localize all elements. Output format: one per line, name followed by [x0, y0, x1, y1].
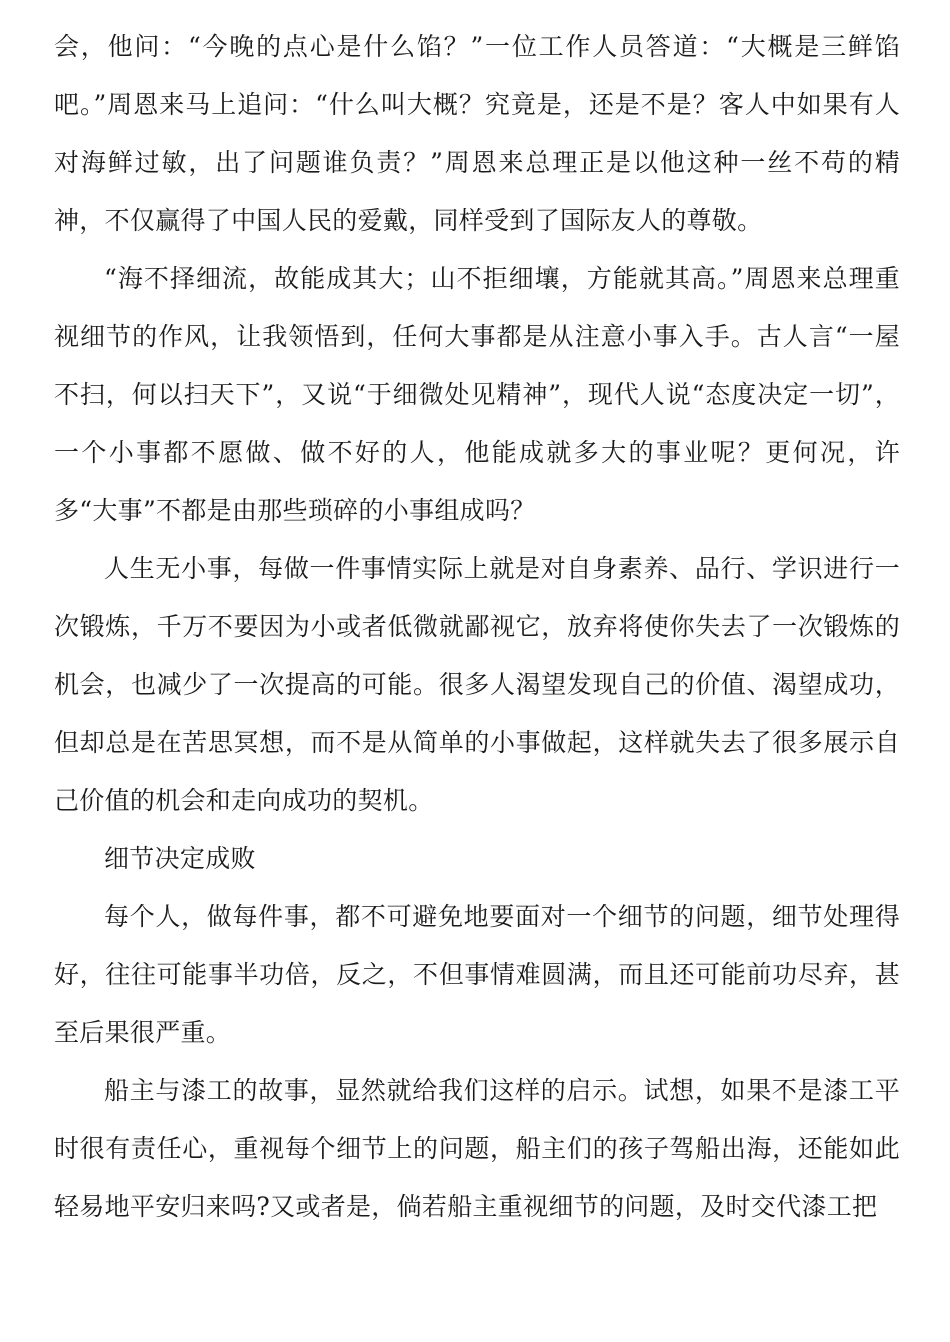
paragraph-1: 会，他问：“今晚的点心是什么馅？”一位工作人员答道：“大概是三鲜馅吧。”周恩来马上追问：“什么叫大概？究竟是，还是不是？客人中如果有人对海鲜过敏，出了问题谁负责？”周恩来总理正是以他这种一丝不苟的精神，不仅赢得了中国人民的爱戴，同样受到了国际友人的尊敬。 — [54, 32, 900, 235]
document-page — [54, 18, 900, 1236]
section-heading: 细节决定成败 — [104, 844, 256, 873]
paragraph-4: 每个人，做每件事，都不可避免地要面对一个细节的问题，细节处理得好，往往可能事半功倍，反之，不但事情难圆满，而且还可能前功尽弃，甚至后果很严重。 — [54, 902, 900, 1047]
paragraph-5: 船主与漆工的故事，显然就给我们这样的启示。试想，如果不是漆工平时很有责任心，重视每个细节上的问题，船主们的孩子驾船出海，还能如此轻易地平安归来吗?又或者是，倘若船主重视细节的问题，及时交代漆工把 — [54, 1076, 900, 1221]
paragraph-2: “海不择细流，故能成其大；山不拒细壤，方能就其高。”周恩来总理重视细节的作风，让我领悟到，任何大事都是从注意小事入手。古人言“一屋不扫，何以扫天下”，又说“于细微处见精神”，现代人说“态度决定一切”，一个小事都不愿做、做不好的人，他能成就多大的事业呢？更何况，许多“大事”不都是由那些琐碎的小事组成吗？ — [54, 264, 900, 525]
paragraph-3: 人生无小事，每做一件事情实际上就是对自身素养、品行、学识进行一次锻炼，千万不要因为小或者低微就鄙视它，放弃将使你失去了一次锻炼的机会，也减少了一次提高的可能。很多人渴望发现自己的价值、渴望成功，但却总是在苦思冥想，而不是从简单的小事做起，这样就失去了很多展示自己价值的机会和走向成功的契机。 — [54, 554, 900, 815]
